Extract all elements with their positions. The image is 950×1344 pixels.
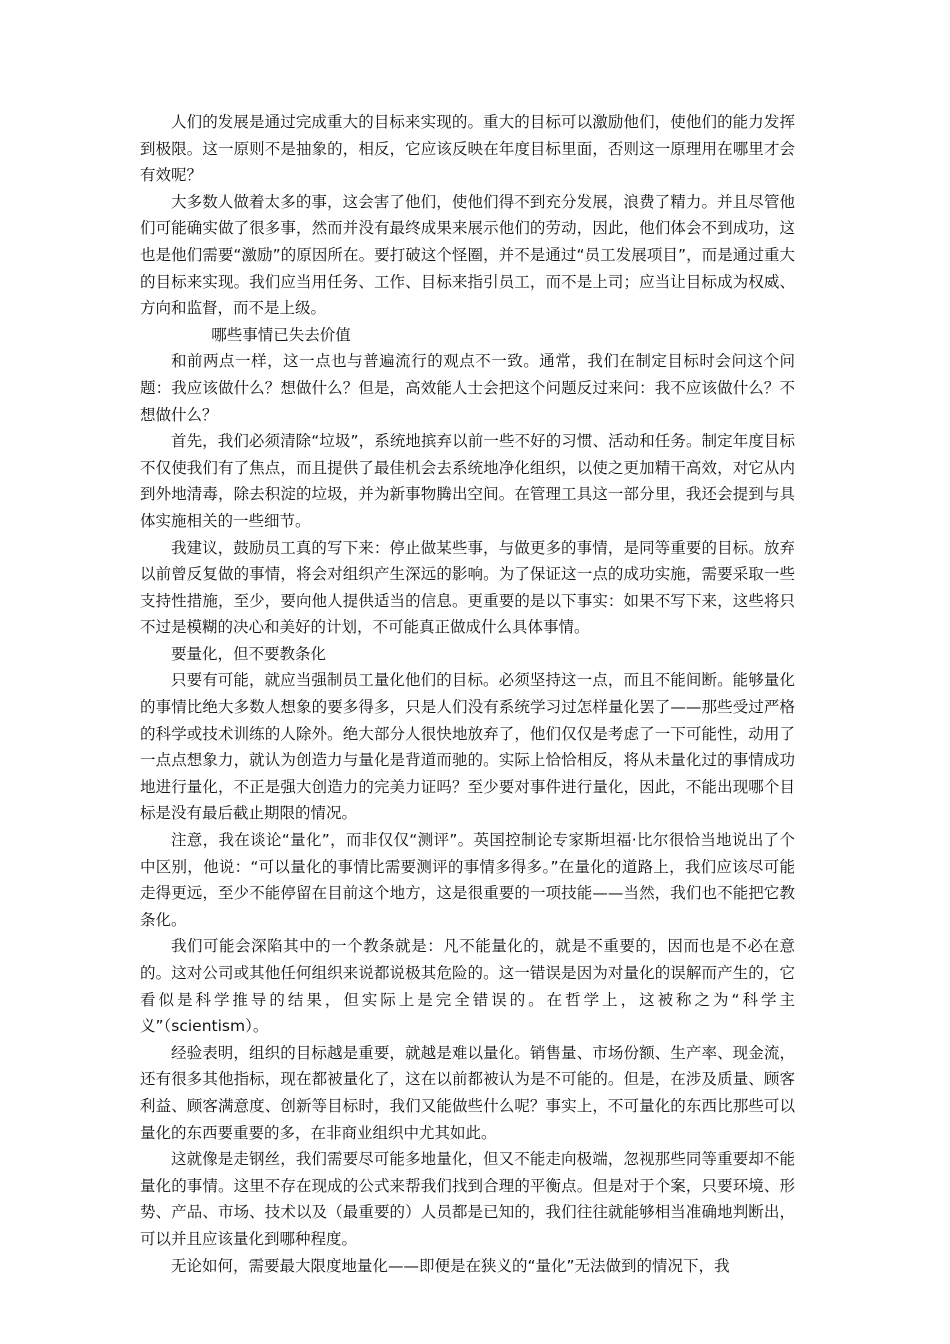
paragraph-clear-garbage: 首先，我们必须清除“垃圾”，系统地摈弃以前一些不好的习惯、活动和任务。制定年度目标不仅使我们有了焦点，而且提供了最佳机会去系统地净化组织，以使之更加精干高效，对它从内到外地清毒，除去积淀的垃圾，并为新事物腾出空间。在管理工具这一部分里，我还会提到与具体实施相关的一些细节。	[140, 432, 795, 530]
paragraph-important-goals-hard: 经验表明，组织的目标越是重要，就越是难以量化。销售量、市场份额、生产率、现金流，还有很多其他指标，现在都被量化了，这在以前都被认为是不可能的。但是，在涉及质量、顾客利益、顾客满意度、创新等目标时，我们又能做些什么呢？事实上，不可量化的东西比那些可以量化的东西要重要的多，在非商业组织中尤其如此。	[140, 1043, 795, 1142]
section-heading-quantify: 要量化，但不要教条化	[171, 644, 327, 663]
paragraph-too-many-tasks: 大多数人做着太多的事，这会害了他们，使他们得不到充分发展，浪费了精力。并且尽管他们可能确实做了很多事，然而并没有最终成果来展示他们的劳动，因此，他们体会不到成功，这也是他们需要“激励”的原因所在。要打破这个怪圈，并不是通过“员工发展项目”，而是通过重大的目标来实现。我们应当用任务、工作、目标来指引员工，而不是上司；应当让目标成为权威、方向和监督，而不是上级。	[140, 192, 795, 318]
paragraph-what-not-to-do: 和前两点一样，这一点也与普遍流行的观点不一致。通常，我们在制定目标时会问这个问题：我应该做什么？想做什么？但是，高效能人士会把这个问题反过来问：我不应该做什么？不想做什么？	[140, 352, 795, 424]
paragraph-force-quantification: 只要有可能，就应当强制员工量化他们的目标。必须坚持这一点，而且不能间断。能够量化的事情比绝大多数人想象的要多得多，只是人们没有系统学习过怎样量化罢了——那些受过严格的科学或技术训练的人除外。绝大部分人很快地放弃了，他们仅仅是考虑了一下可能性，动用了一点点想象力，就认为创造力与量化是背道而驰的。实际上恰恰相反，将从未量化过的事情成功地进行量化，不正是强大创造力的完美力证吗？至少要对事件进行量化，因此，不能出现哪个目标是没有最后截止期限的情况。	[140, 671, 795, 823]
paragraph-write-it-down: 我建议，鼓励员工真的写下来：停止做某些事，与做更多的事情，是同等重要的目标。放弃以前曾反复做的事情，将会对组织产生深远的影响。为了保证这一点的成功实施，需要采取一些支持性措施，至少，要向他人提供适当的信息。更重要的是以下事实：如果不写下来，这些将只不过是模糊的决心和美好的计划，不可能真正做成什么具体事情。	[140, 538, 795, 637]
paragraph-scientism: 我们可能会深陷其中的一个教条就是：凡不能量化的，就是不重要的，因而也是不必在意的。这对公司或其他任何组织来说都说极其危险的。这一错误是因为对量化的误解而产生的，它看似是科学推导的结果，但实际上是完全错误的。在哲学上，这被称之为“科学主义”（scientism）。	[140, 937, 795, 1036]
section-heading-lost-value: 哪些事情已失去价值	[211, 325, 351, 344]
paragraph-maximum-quantification: 无论如何，需要最大限度地量化——即便是在狭义的“量化”无法做到的情况下，我	[171, 1256, 730, 1275]
paragraph-tightrope: 这就像是走钢丝，我们需要尽可能多地量化，但又不能走向极端，忽视那些同等重要却不能量化的事情。这里不存在现成的公式来帮我们找到合理的平衡点。但是对于个案，只要环境、形势、产品、市场、技术以及（最重要的）人员都是已知的，我们往往就能够相当准确地判断出，可以并且应该量化到哪种程度。	[140, 1150, 795, 1248]
paragraph-quantify-vs-measure: 注意，我在谈论“量化”，而非仅仅“测评”。英国控制论专家斯坦福·比尔很恰当地说出了个中区别，他说：“可以量化的事情比需要测评的事情多得多。”在量化的道路上，我们应该尽可能走得更远，至少不能停留在目前这个地方，这是很重要的一项技能——当然，我们也不能把它教条化。	[140, 831, 795, 929]
paragraph-development-through-goals: 人们的发展是通过完成重大的目标来实现的。重大的目标可以激励他们，使他们的能力发挥到极限。这一原则不是抽象的，相反，它应该反映在年度目标里面，否则这一原理用在哪里才会有效呢？	[140, 113, 795, 185]
document-page	[140, 109, 795, 1279]
